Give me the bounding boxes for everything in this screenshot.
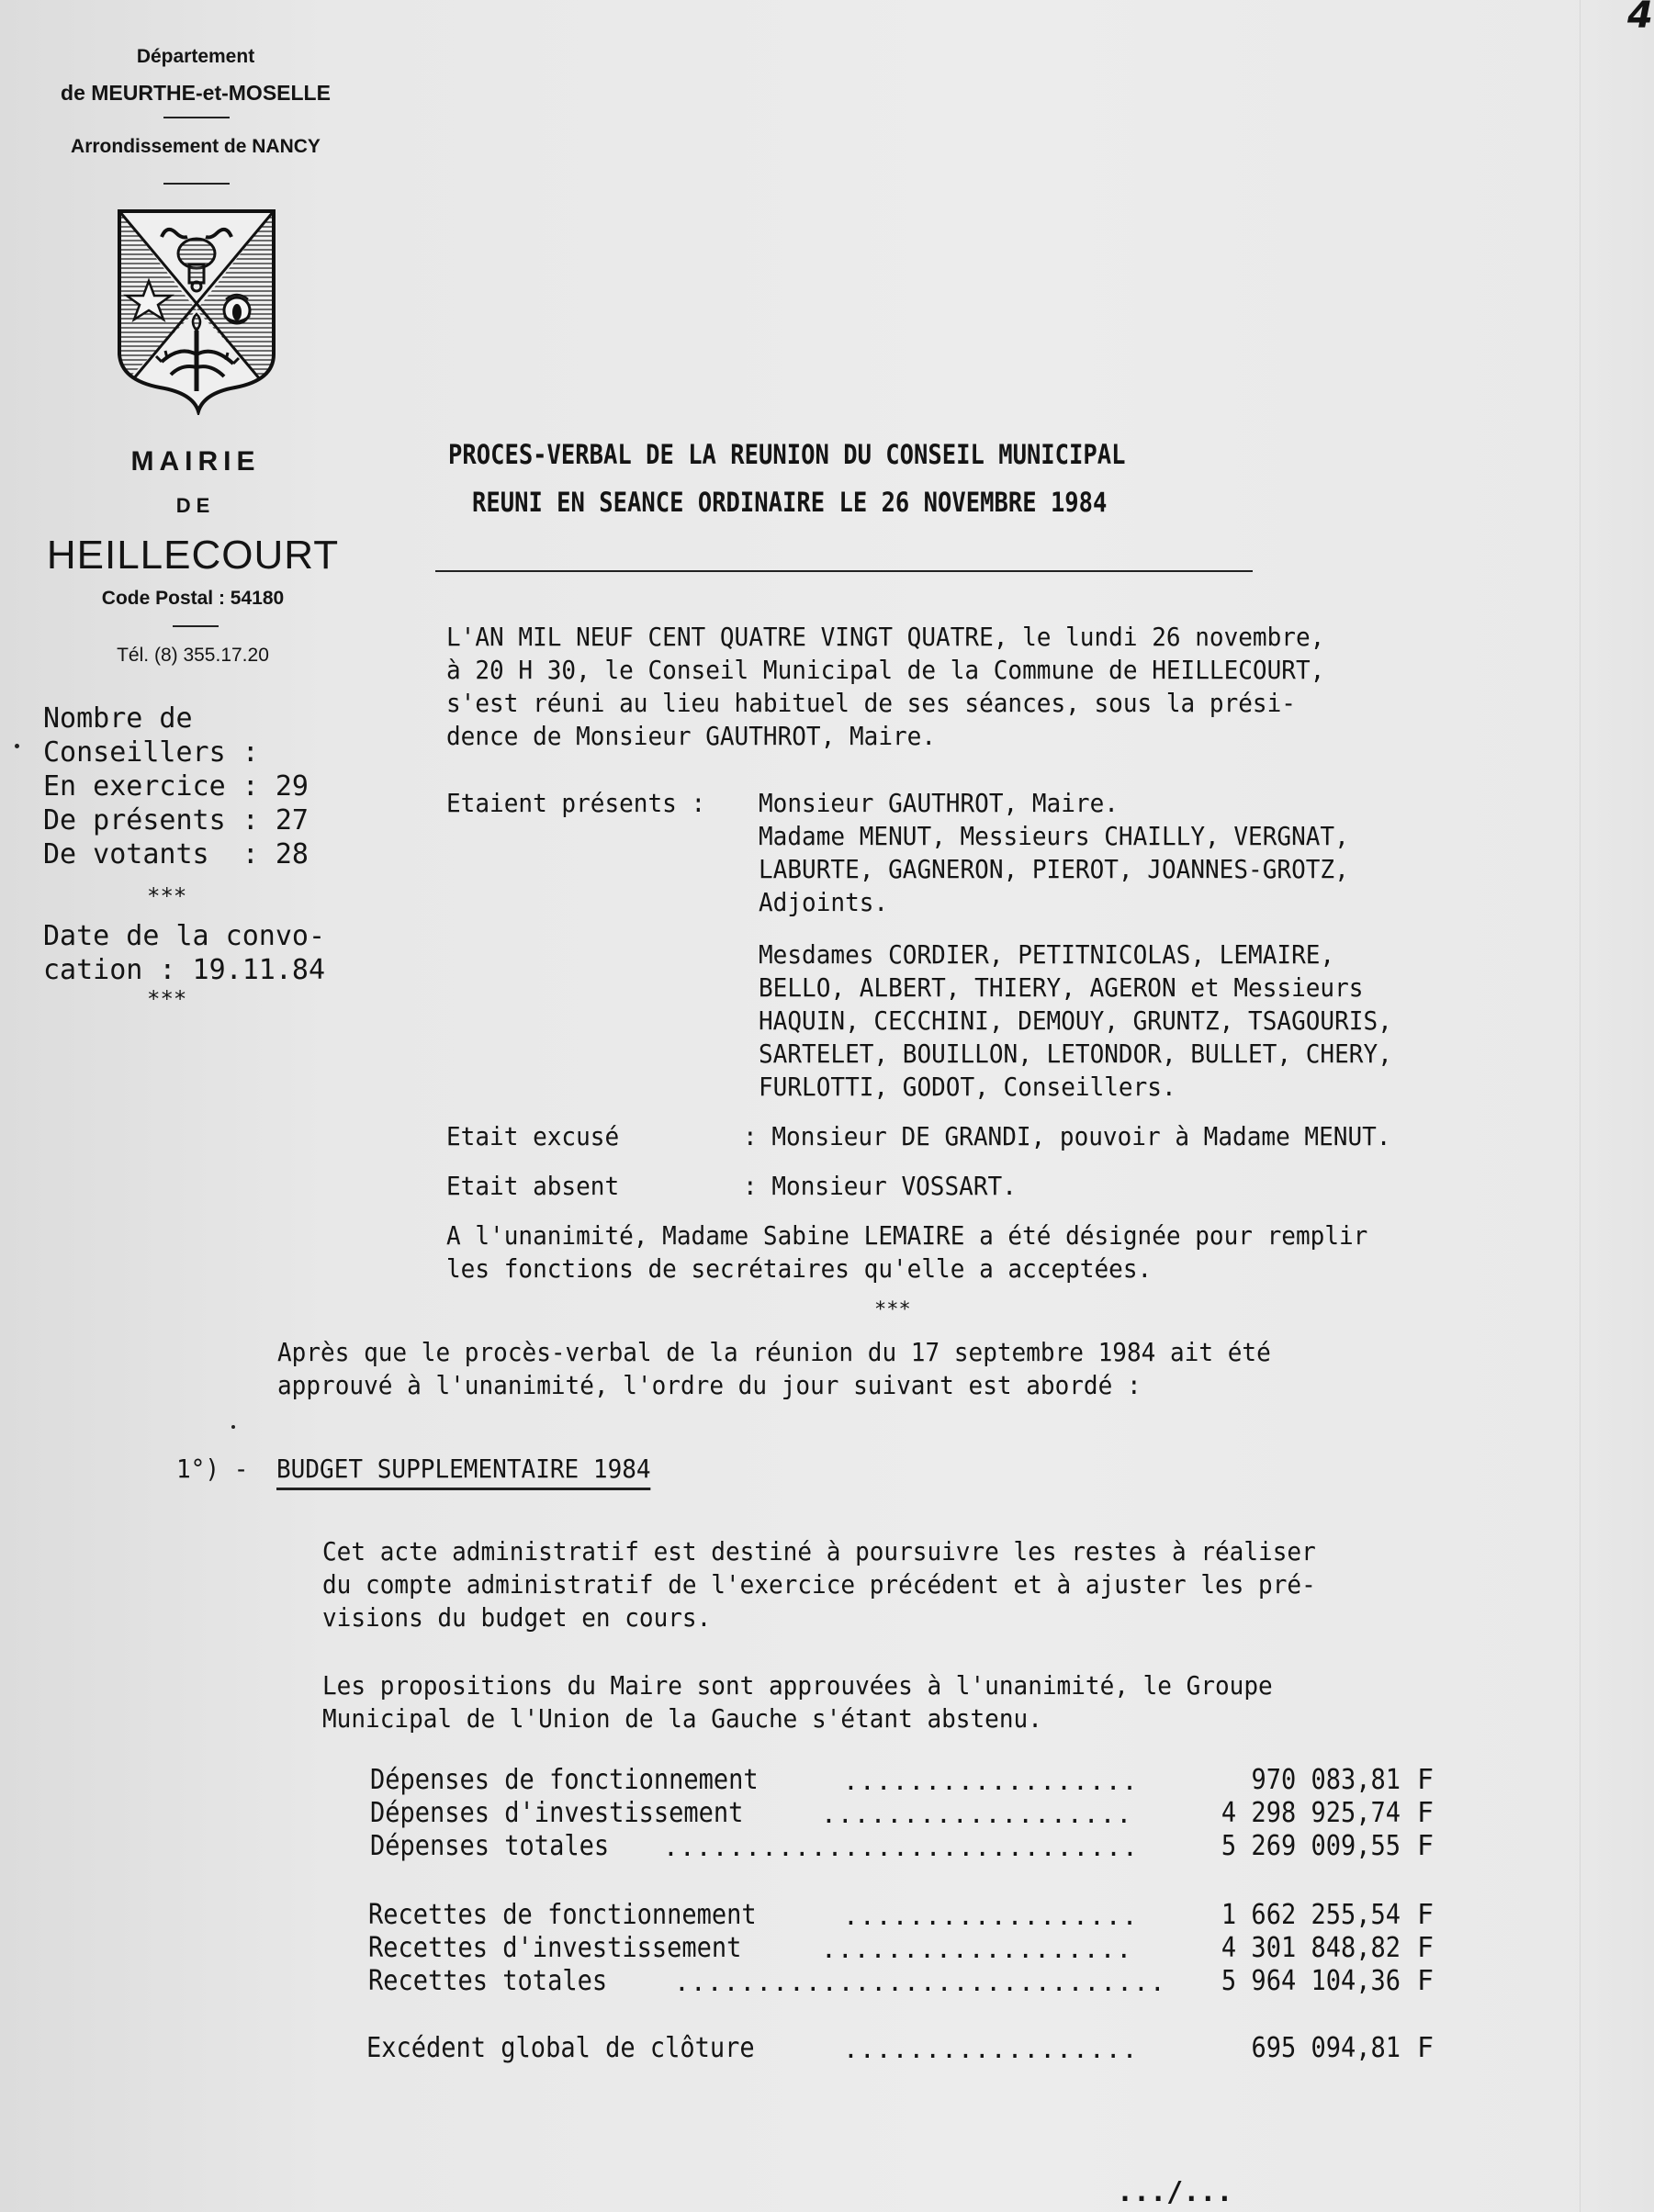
councillors-line: FURLOTTI, GODOT, Conseillers. <box>759 1072 1176 1102</box>
finance-label: Dépenses de fonctionnement <box>370 1764 759 1796</box>
divider <box>163 117 230 118</box>
finance-label: Recettes d'investissement <box>368 1932 742 1964</box>
document-title-line2: REUNI EN SEANCE ORDINAIRE LE 26 NOVEMBRE 1984 <box>472 487 1108 518</box>
finance-value: 970 083,81 <box>1251 1764 1401 1796</box>
approval-line: Après que le procès-verbal de la réunion du 17 septembre 1984 ait été <box>277 1337 1271 1367</box>
department-name: de MEURTHE-et-MOSELLE <box>61 81 331 105</box>
secretary-line: A l'unanimité, Madame Sabine LEMAIRE a été désignée pour remplir <box>446 1220 1368 1251</box>
excuse-value: : Monsieur DE GRANDI, pouvoir à Madame MENUT. <box>743 1121 1391 1151</box>
finance-label: Dépenses d'investissement <box>370 1797 744 1829</box>
presents-line: Monsieur GAUTHROT, Maire. <box>759 788 1119 818</box>
bee-icon <box>224 295 250 323</box>
item-paragraph-line: Les propositions du Maire sont approuvées à l'unanimité, le Groupe <box>322 1670 1273 1701</box>
currency-label: F <box>1417 1932 1435 1964</box>
finance-label: Recettes totales <box>368 1965 608 1997</box>
finance-value: 5 964 104,36 <box>1221 1965 1401 1997</box>
divider <box>163 183 230 185</box>
presents-label: Etaient présents : <box>446 788 706 818</box>
currency-label: F <box>1417 1965 1435 1997</box>
finance-value: 4 298 925,74 <box>1221 1797 1401 1829</box>
absent-label: Etait absent <box>446 1171 620 1201</box>
presents-line: Adjoints. <box>759 887 889 917</box>
finance-value: 5 269 009,55 <box>1221 1830 1401 1862</box>
finance-value: 4 301 848,82 <box>1221 1932 1401 1964</box>
separator-stars: *** <box>147 986 187 1012</box>
finance-label: Dépenses totales <box>370 1830 610 1862</box>
finance-dots: .............................. <box>674 1967 1166 1997</box>
convocation-date: cation : 19.11.84 <box>43 954 326 986</box>
finance-label: Excédent global de clôture <box>366 2032 755 2064</box>
page-number: 4 <box>1627 0 1653 37</box>
finance-dots: .................. <box>843 1766 1139 1796</box>
item-number: 1°) - <box>176 1454 249 1484</box>
presents-line: LABURTE, GAGNERON, PIEROT, JOANNES-GROTZ, <box>759 854 1349 884</box>
mairie-label: MAIRIE <box>130 446 261 477</box>
continuation-mark: .../... <box>1117 2176 1233 2208</box>
convocation-line: Date de la convo- <box>43 920 326 952</box>
town-name: HEILLECOURT <box>46 533 340 578</box>
councillors-line: HAQUIN, CECCHINI, DEMOUY, GRUNTZ, TSAGOURIS, <box>759 1005 1392 1036</box>
item-heading: BUDGET SUPPLEMENTAIRE 1984 <box>276 1453 651 1490</box>
presents-line: Madame MENUT, Messieurs CHAILLY, VERGNAT, <box>759 821 1349 851</box>
sidebar-line: Nombre de <box>43 702 193 735</box>
divider <box>173 625 219 627</box>
de-label: DE <box>175 494 216 517</box>
finance-dots: .................. <box>843 1901 1139 1931</box>
stray-mark <box>15 744 19 748</box>
item-paragraph-line: Municipal de l'Union de la Gauche s'étant abstenu. <box>322 1703 1042 1734</box>
arrondissement: Arrondissement de NANCY <box>71 136 321 157</box>
document-title-line1: PROCES-VERBAL DE LA REUNION DU CONSEIL MUNICIPAL <box>448 439 1126 470</box>
sidebar-line-presents: De présents : 27 <box>43 804 309 837</box>
intro-line: à 20 H 30, le Conseil Municipal de la Commune de HEILLECOURT, <box>446 655 1325 685</box>
sidebar-line-votants: De votants : 28 <box>43 838 309 870</box>
item-paragraph-line: visions du budget en cours. <box>322 1602 712 1633</box>
item-paragraph-line: Cet acte administratif est destiné à poursuivre les restes à réaliser <box>322 1536 1316 1566</box>
phone-number: Tél. (8) 355.17.20 <box>117 645 269 666</box>
finance-value: 1 662 255,54 <box>1221 1899 1401 1931</box>
item-paragraph-line: du compte administratif de l'exercice précédent et à ajuster les pré- <box>322 1569 1316 1600</box>
intro-line: L'AN MIL NEUF CENT QUATRE VINGT QUATRE, le lundi 26 novembre, <box>446 622 1325 652</box>
sidebar-line-en-exercice: En exercice : 29 <box>43 770 309 803</box>
postal-code: Code Postal : 54180 <box>101 588 285 609</box>
currency-label: F <box>1417 1899 1435 1931</box>
title-underline <box>435 570 1253 572</box>
absent-value: : Monsieur VOSSART. <box>743 1171 1017 1201</box>
separator-stars: *** <box>147 883 187 909</box>
finance-dots: .................. <box>843 2034 1139 2064</box>
finance-label: Recettes de fonctionnement <box>368 1899 757 1931</box>
finance-dots: ............................. <box>663 1832 1139 1862</box>
excuse-label: Etait excusé <box>446 1121 620 1151</box>
department-line: Département <box>136 46 255 67</box>
separator-stars: *** <box>874 1298 911 1321</box>
approval-line: approuvé à l'unanimité, l'ordre du jour suivant est abordé : <box>277 1370 1142 1400</box>
intro-line: dence de Monsieur GAUTHROT, Maire. <box>446 721 937 751</box>
intro-line: s'est réuni au lieu habituel de ses séances, sous la prési- <box>446 688 1296 718</box>
secretary-line: les fonctions de secrétaires qu'elle a acceptées. <box>446 1253 1153 1284</box>
currency-label: F <box>1417 1764 1435 1796</box>
currency-label: F <box>1417 1797 1435 1829</box>
finance-value: 695 094,81 <box>1251 2032 1401 2064</box>
sidebar-line: Conseillers : <box>43 736 259 769</box>
paper-fold-line <box>1580 0 1581 2212</box>
stray-mark <box>231 1425 235 1429</box>
finance-dots: ................... <box>821 1934 1133 1964</box>
currency-label: F <box>1417 1830 1435 1862</box>
coat-of-arms-icon <box>116 208 279 415</box>
councillors-line: Mesdames CORDIER, PETITNICOLAS, LEMAIRE, <box>759 939 1335 970</box>
councillors-line: BELLO, ALBERT, THIERY, AGERON et Messieurs <box>759 972 1364 1003</box>
finance-dots: ................... <box>821 1799 1133 1829</box>
councillors-line: SARTELET, BOUILLON, LETONDOR, BULLET, CHERY, <box>759 1039 1392 1069</box>
currency-label: F <box>1417 2032 1435 2064</box>
